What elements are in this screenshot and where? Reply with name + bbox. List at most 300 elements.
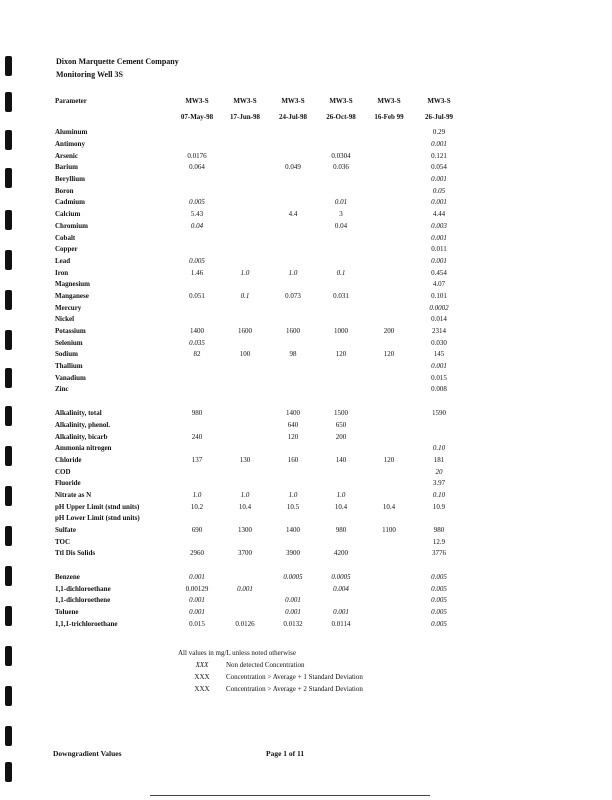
legend-item bbox=[178, 683, 363, 695]
punch-hole-mark bbox=[5, 92, 12, 112]
cell-value bbox=[365, 267, 413, 279]
cell-value bbox=[317, 384, 365, 396]
cell-value bbox=[365, 536, 413, 548]
cell-value: 0.011 bbox=[431, 245, 447, 254]
parameter-name: Selenium bbox=[55, 338, 83, 347]
cell-value bbox=[269, 197, 317, 209]
cell-value bbox=[413, 420, 465, 432]
cell-value bbox=[221, 314, 269, 326]
table-row bbox=[55, 431, 465, 443]
cell-value bbox=[269, 232, 317, 244]
cell-value bbox=[269, 536, 317, 548]
cell-value: 0.0126 bbox=[235, 619, 255, 628]
cell-value: 0.054 bbox=[431, 163, 447, 172]
cell-value: 0.001 bbox=[431, 362, 447, 371]
parameter-name: Magnesium bbox=[55, 280, 90, 289]
cell-value bbox=[413, 431, 465, 443]
cell-value bbox=[365, 361, 413, 373]
cell-value: 0.005 bbox=[431, 619, 447, 628]
cell-value bbox=[221, 221, 269, 233]
cell-value bbox=[365, 174, 413, 186]
punch-hole-mark bbox=[5, 566, 12, 586]
cell-value bbox=[173, 174, 221, 186]
cell-value bbox=[221, 372, 269, 384]
cell-value: 1.0 bbox=[336, 490, 346, 499]
cell-value bbox=[269, 150, 317, 162]
cell-value bbox=[173, 478, 221, 490]
date-header: 07-May-98 bbox=[180, 113, 214, 121]
table-row bbox=[55, 443, 465, 455]
cell-value bbox=[365, 232, 413, 244]
cell-value: 980 bbox=[433, 526, 445, 535]
cell-value: 980 bbox=[191, 409, 203, 418]
legend bbox=[178, 647, 363, 695]
table-row bbox=[55, 455, 465, 467]
cell-value: 0.1 bbox=[336, 268, 346, 277]
punch-hole-mark bbox=[5, 446, 12, 466]
cell-value bbox=[173, 244, 221, 256]
cell-value: 20 bbox=[435, 467, 443, 476]
parameter-header: Parameter bbox=[55, 96, 87, 105]
parameter-name: pH Lower Limit (stnd units) bbox=[55, 514, 140, 523]
cell-value bbox=[365, 314, 413, 326]
cell-value: 1400 bbox=[190, 327, 204, 336]
cell-value: 1400 bbox=[286, 409, 300, 418]
table-row bbox=[55, 466, 465, 478]
spacer-row bbox=[55, 396, 465, 408]
table-row bbox=[55, 314, 465, 326]
parameter-name: Cadmium bbox=[55, 198, 85, 207]
legend-symbol: XXX bbox=[195, 661, 209, 669]
cell-value: 1600 bbox=[238, 327, 252, 336]
cell-value bbox=[173, 384, 221, 396]
cell-value bbox=[365, 127, 413, 139]
punch-hole-mark bbox=[5, 726, 12, 746]
cell-value: 0.0005 bbox=[331, 573, 351, 582]
cell-value bbox=[365, 443, 413, 455]
table-row bbox=[55, 349, 465, 361]
cell-value bbox=[221, 139, 269, 151]
cell-value bbox=[221, 420, 269, 432]
cell-value bbox=[221, 478, 269, 490]
cell-value bbox=[269, 279, 317, 291]
cell-value: 0.04 bbox=[190, 221, 204, 230]
cell-value bbox=[317, 256, 365, 268]
cell-value: 1000 bbox=[334, 327, 348, 336]
punch-hole-mark bbox=[5, 330, 12, 350]
cell-value bbox=[221, 174, 269, 186]
table-row bbox=[55, 490, 465, 502]
cell-value bbox=[365, 209, 413, 221]
parameter-name: Manganese bbox=[55, 291, 89, 300]
cell-value bbox=[317, 314, 365, 326]
parameter-name: Beryllium bbox=[55, 175, 85, 184]
legend-item bbox=[178, 671, 363, 683]
cell-value bbox=[317, 244, 365, 256]
well-header-row bbox=[55, 94, 465, 108]
cell-value bbox=[365, 256, 413, 268]
cell-value: 1400 bbox=[286, 526, 300, 535]
cell-value: 0.051 bbox=[189, 291, 205, 300]
cell-value: 1590 bbox=[432, 409, 446, 418]
parameter-name: Fluoride bbox=[55, 479, 81, 488]
cell-value bbox=[221, 162, 269, 174]
cell-value: 10.4 bbox=[238, 502, 252, 511]
cell-value: 120 bbox=[335, 350, 347, 359]
date-header: 16-Feb 99 bbox=[374, 113, 404, 121]
well-header: MW3-S bbox=[377, 96, 401, 105]
table-row bbox=[55, 256, 465, 268]
well-header: MW3-S bbox=[233, 96, 257, 105]
cell-value bbox=[221, 466, 269, 478]
parameter-name: Alkalinity, phenol. bbox=[55, 420, 111, 429]
cell-value bbox=[221, 244, 269, 256]
table-row bbox=[55, 595, 465, 607]
cell-value bbox=[221, 232, 269, 244]
cell-value: 98 bbox=[289, 350, 297, 359]
footer-rule bbox=[150, 795, 430, 796]
cell-value bbox=[317, 536, 365, 548]
cell-value: 0.004 bbox=[333, 584, 349, 593]
table-row bbox=[55, 326, 465, 338]
cell-value: 0.014 bbox=[431, 315, 447, 324]
table-row bbox=[55, 174, 465, 186]
cell-value bbox=[173, 185, 221, 197]
cell-value bbox=[365, 607, 413, 619]
cell-value: 0.001 bbox=[285, 596, 301, 605]
parameter-name: Aluminum bbox=[55, 128, 88, 137]
table-row bbox=[55, 302, 465, 314]
cell-value bbox=[173, 443, 221, 455]
cell-value: 0.001 bbox=[431, 198, 447, 207]
cell-value: 1600 bbox=[286, 327, 300, 336]
table-row bbox=[55, 384, 465, 396]
parameter-name: Sodium bbox=[55, 350, 78, 359]
cell-value: 0.035 bbox=[189, 338, 205, 347]
cell-value bbox=[365, 490, 413, 502]
cell-value: 5.43 bbox=[190, 210, 204, 219]
parameter-name: Alkalinity, total bbox=[55, 409, 102, 418]
cell-value bbox=[365, 221, 413, 233]
cell-value bbox=[317, 139, 365, 151]
cell-value bbox=[365, 337, 413, 349]
parameter-name: Nitrate as N bbox=[55, 490, 92, 499]
table-row bbox=[55, 244, 465, 256]
parameter-name: 1,1-dichloroethane bbox=[55, 584, 111, 593]
cell-value: 0.005 bbox=[431, 573, 447, 582]
cell-value: 0.030 bbox=[431, 338, 447, 347]
cell-value: 690 bbox=[191, 526, 203, 535]
table-row bbox=[55, 619, 465, 631]
parameter-name: Cobalt bbox=[55, 233, 76, 242]
cell-value bbox=[173, 420, 221, 432]
cell-value bbox=[173, 314, 221, 326]
parameter-name: Alkalinity, bicarb bbox=[55, 432, 108, 441]
cell-value: 3.97 bbox=[432, 479, 446, 488]
cell-value bbox=[269, 583, 317, 595]
cell-value: 12.9 bbox=[432, 537, 446, 546]
cell-value bbox=[269, 139, 317, 151]
table-row bbox=[55, 420, 465, 432]
parameter-name: COD bbox=[55, 467, 71, 476]
cell-value bbox=[317, 466, 365, 478]
cell-value: 100 bbox=[239, 350, 251, 359]
punch-hole-mark bbox=[5, 606, 12, 626]
parameter-name: Barium bbox=[55, 163, 78, 172]
legend-item bbox=[178, 659, 363, 671]
table-row bbox=[55, 267, 465, 279]
cell-value bbox=[317, 478, 365, 490]
cell-value bbox=[365, 619, 413, 631]
punch-hole-mark bbox=[5, 56, 12, 76]
cell-value: 4200 bbox=[334, 549, 348, 558]
cell-value: 1500 bbox=[334, 409, 348, 418]
punch-hole-mark bbox=[5, 526, 12, 546]
cell-value bbox=[365, 384, 413, 396]
cell-value bbox=[173, 466, 221, 478]
cell-value: 0.001 bbox=[431, 140, 447, 149]
punch-hole-mark bbox=[5, 646, 12, 666]
well-header: MW3-S bbox=[185, 96, 209, 105]
cell-value: 82 bbox=[193, 350, 201, 359]
cell-value bbox=[173, 279, 221, 291]
parameter-name: Potassium bbox=[55, 327, 86, 336]
date-header: 26-Jul-99 bbox=[425, 113, 453, 121]
cell-value: 0.001 bbox=[189, 573, 205, 582]
cell-value bbox=[269, 513, 317, 525]
cell-value bbox=[269, 372, 317, 384]
parameter-name: Chromium bbox=[55, 221, 88, 230]
cell-value: 0.04 bbox=[334, 221, 348, 230]
parameter-name: Copper bbox=[55, 245, 78, 254]
cell-value: 0.008 bbox=[431, 385, 447, 394]
cell-value: 1100 bbox=[382, 526, 396, 535]
punch-hole-mark bbox=[5, 368, 12, 388]
cell-value: 3700 bbox=[238, 549, 252, 558]
table-row bbox=[55, 372, 465, 384]
cell-value bbox=[317, 279, 365, 291]
cell-value: 0.049 bbox=[285, 163, 301, 172]
cell-value: 0.1 bbox=[240, 291, 250, 300]
punch-hole-mark bbox=[5, 250, 12, 270]
table-row bbox=[55, 162, 465, 174]
cell-value bbox=[221, 302, 269, 314]
cell-value bbox=[269, 244, 317, 256]
date-header: 26-Oct-98 bbox=[326, 113, 356, 121]
cell-value bbox=[317, 361, 365, 373]
punch-hole-mark bbox=[5, 406, 12, 426]
cell-value bbox=[173, 361, 221, 373]
cell-value: 0.001 bbox=[189, 608, 205, 617]
cell-value bbox=[173, 536, 221, 548]
parameter-name: Thallium bbox=[55, 362, 83, 371]
parameter-name: 1,1,1-trichloroethane bbox=[55, 619, 118, 628]
table-row bbox=[55, 337, 465, 349]
cell-value bbox=[365, 244, 413, 256]
parameter-name: 1,1-dichloroethene bbox=[55, 596, 111, 605]
parameter-name: Ttl Dis Solids bbox=[55, 549, 96, 558]
cell-value: 0.0005 bbox=[283, 573, 303, 582]
cell-value: 10.4 bbox=[382, 502, 396, 511]
cell-value: 0.001 bbox=[189, 596, 205, 605]
cell-value: 0.0114 bbox=[331, 619, 351, 628]
table-row bbox=[55, 185, 465, 197]
cell-value: 130 bbox=[239, 455, 251, 464]
cell-value: 4.44 bbox=[432, 210, 446, 219]
punch-hole-mark bbox=[5, 762, 12, 782]
cell-value: 10.2 bbox=[190, 502, 204, 511]
cell-value: 0.101 bbox=[431, 291, 447, 300]
cell-value bbox=[365, 583, 413, 595]
cell-value: 0.005 bbox=[431, 596, 447, 605]
table-row bbox=[55, 501, 465, 513]
cell-value: 4.07 bbox=[432, 280, 446, 289]
cell-value: 0.001 bbox=[431, 175, 447, 184]
cell-value bbox=[365, 408, 413, 420]
date-header: 17-Jun-98 bbox=[230, 113, 260, 121]
cell-value: 145 bbox=[433, 350, 445, 359]
legend-note: All values in mg/L unless noted otherwise bbox=[178, 649, 296, 657]
cell-value bbox=[221, 127, 269, 139]
cell-value bbox=[221, 607, 269, 619]
parameter-name: TOC bbox=[55, 537, 71, 546]
cell-value bbox=[221, 384, 269, 396]
cell-value bbox=[317, 302, 365, 314]
page-number: Page 1 of 11 bbox=[266, 749, 305, 758]
cell-value bbox=[269, 127, 317, 139]
table-row bbox=[55, 209, 465, 221]
cell-value bbox=[221, 572, 269, 584]
cell-value: 10.9 bbox=[432, 502, 446, 511]
cell-value bbox=[365, 150, 413, 162]
cell-value bbox=[221, 150, 269, 162]
table-row bbox=[55, 197, 465, 209]
cell-value bbox=[269, 466, 317, 478]
cell-value: 650 bbox=[335, 420, 347, 429]
cell-value: 0.0304 bbox=[331, 151, 351, 160]
parameter-name: Iron bbox=[55, 268, 69, 277]
cell-value: 0.10 bbox=[432, 444, 446, 453]
parameter-name: Nickel bbox=[55, 315, 75, 324]
cell-value: 0.001 bbox=[431, 256, 447, 265]
cell-value bbox=[317, 174, 365, 186]
parameter-name: Toluene bbox=[55, 608, 79, 617]
cell-value bbox=[317, 443, 365, 455]
well-header: MW3-S bbox=[329, 96, 353, 105]
cell-value: 0.001 bbox=[285, 608, 301, 617]
punch-hole-mark bbox=[5, 486, 12, 506]
parameter-name: Ammonia nitrogen bbox=[55, 444, 112, 453]
cell-value bbox=[221, 337, 269, 349]
table-row bbox=[55, 408, 465, 420]
cell-value bbox=[221, 197, 269, 209]
table-row bbox=[55, 513, 465, 525]
parameter-name: Chloride bbox=[55, 455, 82, 464]
parameter-name: Benzene bbox=[55, 573, 80, 582]
table-row bbox=[55, 572, 465, 584]
cell-value: 0.29 bbox=[432, 128, 446, 137]
cell-value: 0.005 bbox=[189, 198, 205, 207]
cell-value: 0.005 bbox=[189, 256, 205, 265]
cell-value bbox=[269, 174, 317, 186]
well-header: MW3-S bbox=[281, 96, 305, 105]
parameter-name: Sulfate bbox=[55, 526, 76, 535]
cell-value bbox=[413, 513, 465, 525]
cell-value bbox=[317, 127, 365, 139]
cell-value: 4.4 bbox=[288, 210, 298, 219]
cell-value bbox=[221, 279, 269, 291]
cell-value: 0.001 bbox=[431, 233, 447, 242]
cell-value bbox=[221, 443, 269, 455]
table-row bbox=[55, 127, 465, 139]
cell-value bbox=[269, 337, 317, 349]
cell-value: 0.001 bbox=[333, 608, 349, 617]
cell-value bbox=[365, 548, 413, 560]
cell-value: 137 bbox=[191, 455, 203, 464]
cell-value: 1.0 bbox=[288, 490, 298, 499]
cell-value: 200 bbox=[383, 327, 395, 336]
cell-value bbox=[221, 595, 269, 607]
punch-hole-mark bbox=[5, 168, 12, 188]
cell-value bbox=[173, 513, 221, 525]
cell-value: 1.0 bbox=[192, 490, 202, 499]
cell-value bbox=[317, 372, 365, 384]
cell-value bbox=[317, 513, 365, 525]
cell-value: 2314 bbox=[432, 327, 446, 336]
cell-value bbox=[317, 185, 365, 197]
cell-value bbox=[269, 256, 317, 268]
cell-value: 0.005 bbox=[431, 608, 447, 617]
punch-hole-mark bbox=[5, 290, 12, 310]
cell-value: 0.01 bbox=[334, 198, 348, 207]
date-header-row bbox=[55, 108, 465, 127]
cell-value bbox=[173, 372, 221, 384]
table-row bbox=[55, 361, 465, 373]
cell-value: 120 bbox=[383, 455, 395, 464]
cell-value bbox=[365, 162, 413, 174]
cell-value: 120 bbox=[287, 432, 299, 441]
parameter-name: Boron bbox=[55, 186, 74, 195]
date-header: 24-Jul-98 bbox=[279, 113, 307, 121]
cell-value: 0.05 bbox=[432, 186, 446, 195]
cell-value bbox=[317, 232, 365, 244]
cell-value: 0.121 bbox=[431, 151, 447, 160]
table-row bbox=[55, 478, 465, 490]
table-row bbox=[55, 279, 465, 291]
table-row bbox=[55, 221, 465, 233]
well-title: Monitoring Well 3S bbox=[56, 70, 123, 79]
company-title: Dixon Marquette Cement Company bbox=[56, 57, 179, 66]
parameter-name: Lead bbox=[55, 256, 71, 265]
table-row bbox=[55, 232, 465, 244]
cell-value bbox=[269, 221, 317, 233]
cell-value bbox=[365, 302, 413, 314]
cell-value: 0.036 bbox=[333, 163, 349, 172]
cell-value bbox=[221, 209, 269, 221]
punch-hole-mark bbox=[5, 686, 12, 706]
legend-text: Concentration > Average + 2 Standard Deviation bbox=[226, 685, 363, 693]
cell-value: 10.4 bbox=[334, 502, 348, 511]
spacer-row bbox=[55, 560, 465, 572]
cell-value: 1300 bbox=[238, 526, 252, 535]
cell-value: 0.003 bbox=[431, 221, 447, 230]
cell-value bbox=[317, 595, 365, 607]
cell-value: 3 bbox=[339, 210, 343, 219]
cell-value: 0.0176 bbox=[187, 151, 207, 160]
cell-value: 160 bbox=[287, 455, 299, 464]
parameter-name: Arsenic bbox=[55, 151, 78, 160]
cell-value: 0.001 bbox=[237, 584, 253, 593]
